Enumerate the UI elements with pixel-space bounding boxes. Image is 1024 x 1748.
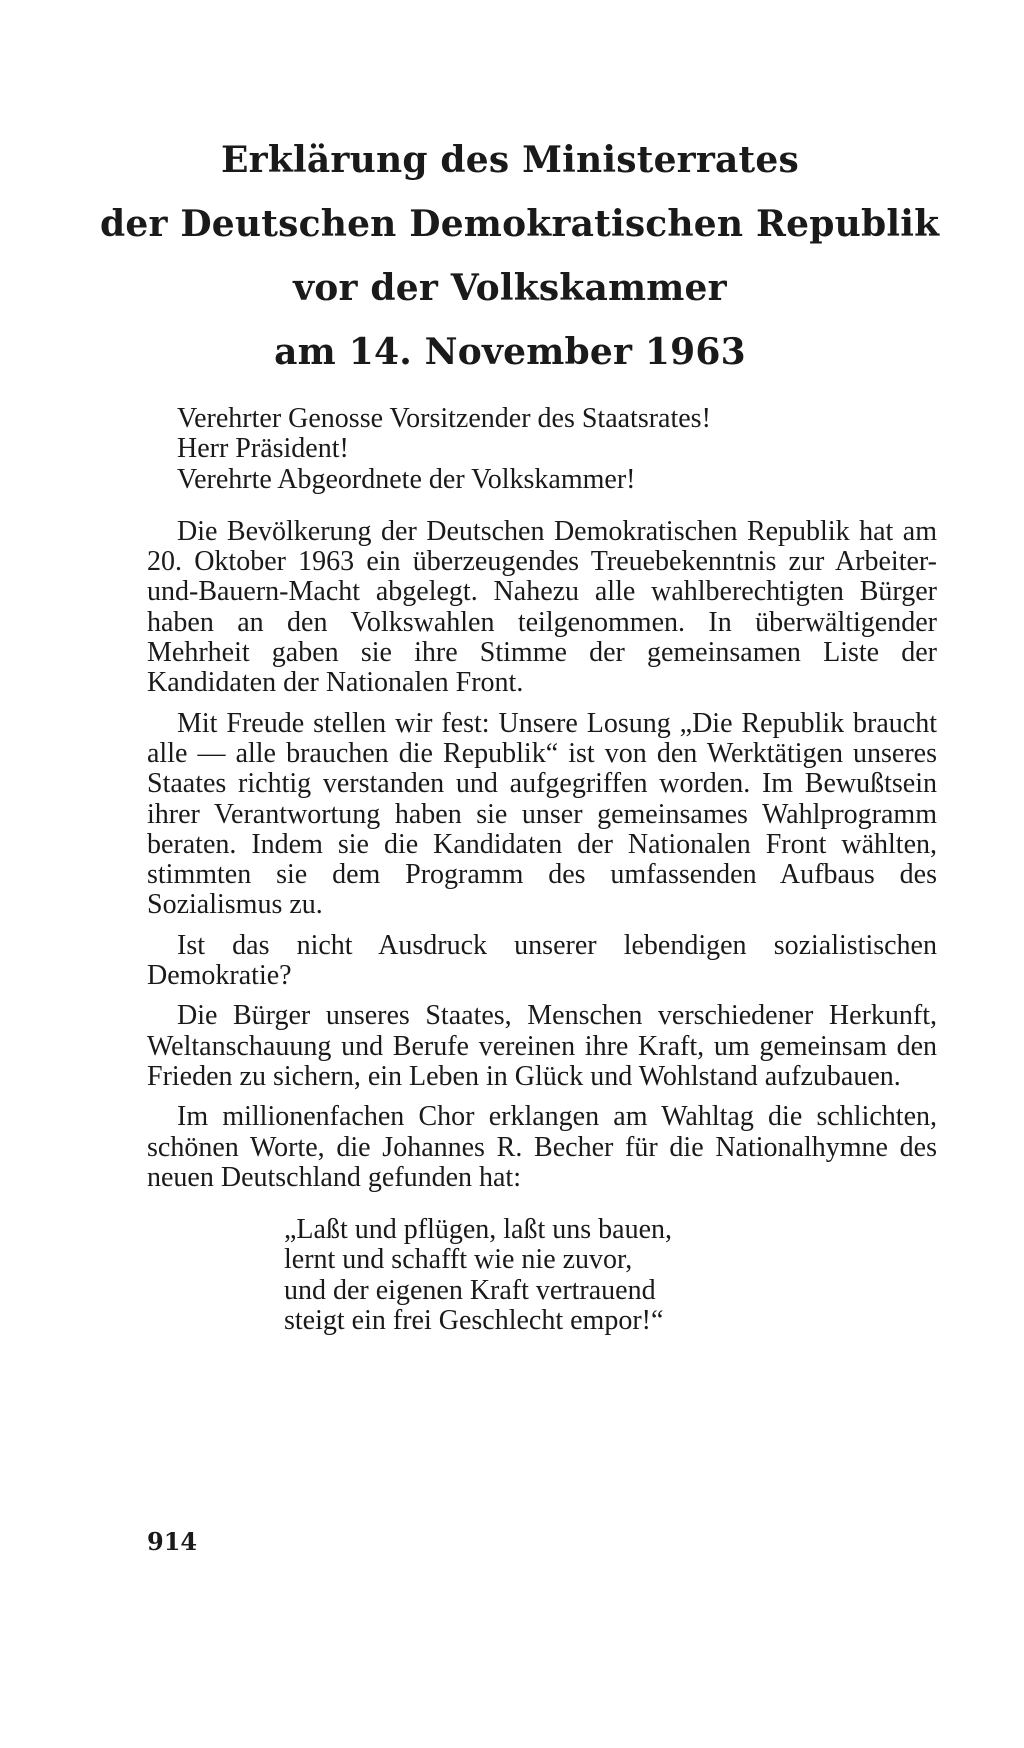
page-number: 914 xyxy=(147,1527,198,1556)
salutation-line-1: Verehrter Genosse Vorsitzender des Staatsrates! xyxy=(177,403,711,434)
title-line-3: vor der Volkskammer xyxy=(293,267,727,309)
verse-line-2: lernt und schafft wie nie zuvor, xyxy=(284,1244,633,1276)
title-line-4: am 14. November 1963 xyxy=(274,331,746,373)
paragraph-5: Im millionenfachen Chor erklangen am Wahltag die schlichten, schönen Worte, die Johannes R. Becher für die Nationalhymne des neuen Deutschland gefunden hat: xyxy=(147,1101,937,1193)
salutation-line-2: Herr Präsident! xyxy=(177,433,349,465)
title-line-1: Erklärung des Ministerrates xyxy=(221,139,799,181)
title-line-2: der Deutschen Demokratischen Republik xyxy=(100,203,940,245)
paragraph-3: Ist das nicht Ausdruck unserer lebendigen sozialistischen Demokratie? xyxy=(147,929,937,992)
verse-line-4: steigt ein frei Geschlecht empor!“ xyxy=(284,1305,664,1337)
salutation-line-3: Verehrte Abgeordnete der Volkskammer! xyxy=(177,463,636,495)
verse-line-1: „Laßt und pflügen, laßt uns bauen, xyxy=(284,1214,673,1246)
anthem-quote xyxy=(284,1215,937,1336)
paragraph-4: Die Bürger unseres Staates, Menschen verschiedener Herkunft, Weltanschauung und Berufe vereinen ihre Kraft, um gemeinsam den Frieden zu sichern, ein Leben in Glück und Wohlstand aufzubauen. xyxy=(147,1000,937,1092)
salutation xyxy=(177,404,937,495)
document-body xyxy=(147,404,937,1336)
verse-line-3: und der eigenen Kraft vertrauend xyxy=(284,1274,656,1306)
document-title xyxy=(100,128,940,384)
paragraph-1: Die Bevölkerung der Deutschen Demokratischen Republik hat am 20. Oktober 1963 ein überzeugendes Treuebekenntnis zur Arbeiter-und-Bauern-Macht abgelegt. Nahezu alle wahlberechtigten Bürger haben an den Volkswahlen teilgenommen. In überwältigender Mehrheit gaben sie ihre Stimme der gemeinsamen Liste der Kandidaten der Nationalen Front. xyxy=(147,515,937,699)
paragraph-2: Mit Freude stellen wir fest: Unsere Losung „Die Republik braucht alle — alle brauchen die Republik“ ist von den Werktätigen unseres Staates richtig verstanden und aufgegriffen worden. Im Bewußtsein ihrer Verantwortung haben sie unser gemeinsames Wahlprogramm beraten. Indem sie die Kandidaten der Nationalen Front wählten, stimmten sie dem Programm des umfassenden Aufbaus des Sozialismus zu. xyxy=(147,707,937,921)
